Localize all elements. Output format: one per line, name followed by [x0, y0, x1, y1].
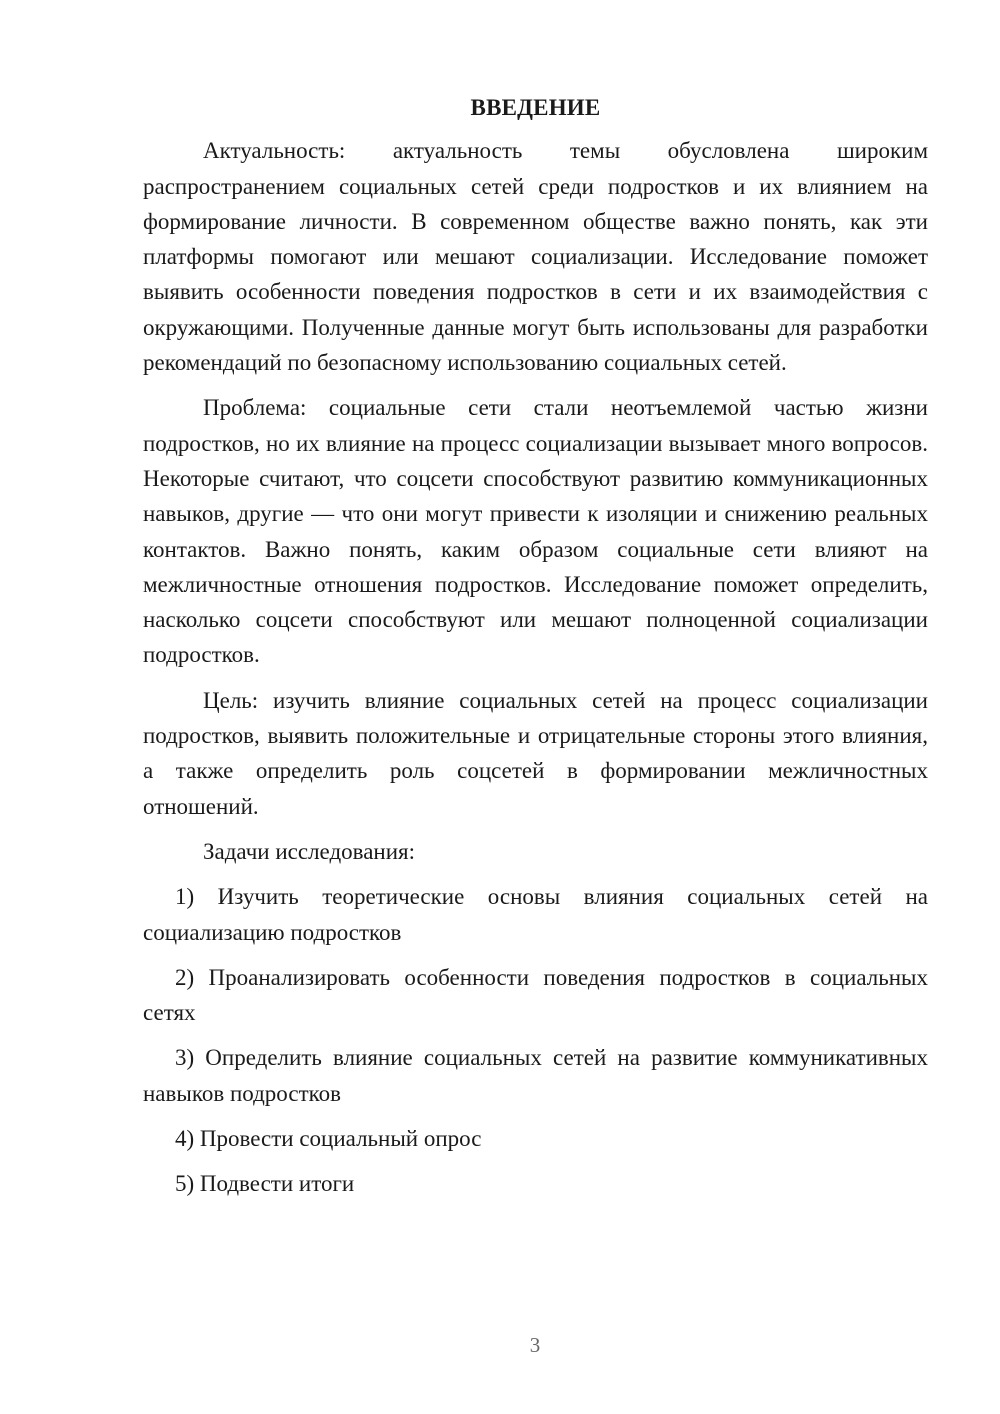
task-item-2: 2) Проанализировать особенности поведения подростков в социальных сетях — [143, 964, 928, 1026]
page-content — [143, 90, 928, 1212]
paragraph-relevance: Актуальность: актуальность темы обусловлена широким распространением социальных сетей среди подростков и их влиянием на формирование личности. В современном обществе важно понять, как эти платформы помогают или мешают социализации. Исследование поможет выявить особенности поведения подростков в сети и их взаимодействия с окружающими. Полученные данные могут быть использованы для разработки рекомендаций по безопасному использованию социальных сетей. — [143, 138, 928, 376]
page-number: 3 — [529, 1333, 541, 1357]
paragraph-problem: Проблема: социальные сети стали неотъемлемой частью жизни подростков, но их влияние на процесс социализации вызывает много вопросов. Некоторые считают, что соцсети способствуют развитию коммуникационных навыков, другие — что они могут привести к изоляции и снижению реальных контактов. Важно понять, каким образом социальные сети влияют на межличностные отношения подростков. Исследование поможет определить, насколько соцсети способствуют или мешают полноценной социализации подростков. — [143, 395, 928, 668]
section-title: ВВЕДЕНИЕ — [470, 95, 601, 120]
task-item-4: 4) Провести социальный опрос — [175, 1126, 482, 1152]
paragraph-goal: Цель: изучить влияние социальных сетей на процесс социализации подростков, выявить положительные и отрицательные стороны этого влияния, а также определить роль соцсетей в формировании межличностных отношений. — [143, 687, 928, 819]
tasks-heading: Задачи исследования: — [203, 838, 416, 864]
task-item-3: 3) Определить влияние социальных сетей на развитие коммуникативных навыков подростков — [143, 1045, 928, 1106]
task-item-1: 1) Изучить теоретические основы влияния социальных сетей на социализацию подростков — [143, 884, 928, 945]
task-item-5: 5) Подвести итоги — [175, 1171, 355, 1197]
